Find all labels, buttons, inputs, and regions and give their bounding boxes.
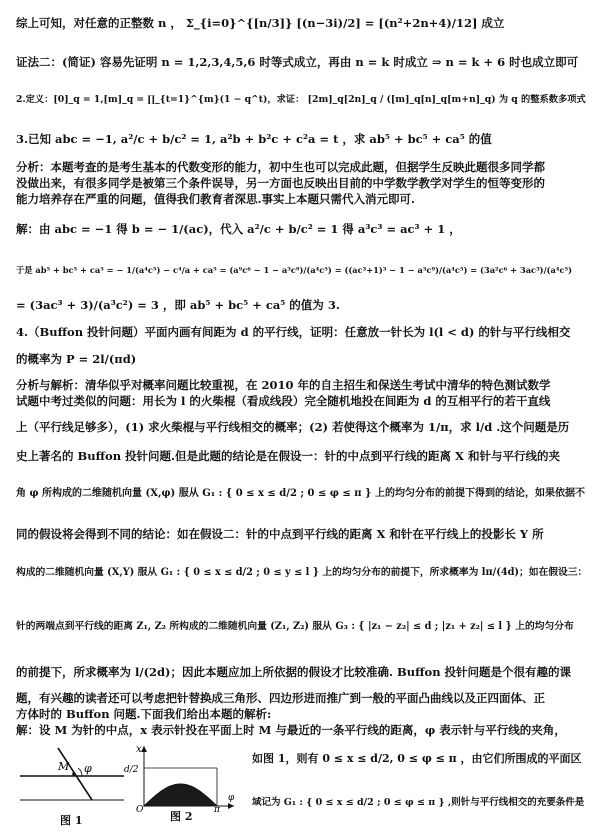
text-line-l6: 没做出来，有很多同学是被第三个条件误导，另一方面也反映出目前的中学数学教学对学生的恒等变形的 [16, 176, 545, 190]
figure-2-caption: 图 2 [170, 810, 193, 823]
side-text-line-s2: 域记为 G₁ : { 0 ≤ x ≤ d/2 ; 0 ≤ φ ≤ π } ,则针与平行线相交的充要条件是 [252, 797, 585, 808]
text-line-l1: 综上可知，对任意的正整数 n ， Σ_{i=0}^{[n/3]} [(n−3i)/2] = [(n²+2n+4)/12] 成立 [16, 16, 505, 30]
needle-midpoint [72, 772, 76, 776]
text-line-l14: 试题中考过类似的问题：用长为 l 的火柴棍（看成线段）完全随机地投在间距为 d 的互相平行的若干直线 [16, 394, 551, 408]
text-line-l16: 史上著名的 Buffon 投针问题.但是此题的结论是在假设一：针的中点到平行线的距离 X 和针与平行线的夹 [16, 449, 560, 463]
label-phi-axis: φ [228, 793, 235, 803]
label-d-half: d/2 [124, 765, 139, 775]
x-axis-arrow [141, 746, 147, 752]
label-phi: φ [84, 762, 92, 775]
text-line-l5: 分析：本题考查的是考生基本的代数变形的能力，初中生也可以完成此题，但据学生反映此题很多同学都 [16, 160, 545, 174]
text-line-l23: 方体时的 Buffon 问题.下面我们给出本题的解析: [16, 707, 272, 721]
text-line-l13: 分析与解析：清华似乎对概率问题比较重视，在 2010 年的自主招生和保送生考试中清华的特色测试数学 [16, 378, 551, 392]
label-x: x [136, 744, 142, 755]
label-origin: O [136, 805, 144, 812]
text-line-l21: 的前提下，所求概率为 l/(2d)；因此本题应加上所依据的假设才比较准确. Buffon 投针问题是个很有趣的课 [16, 665, 572, 679]
text-line-l10: = (3ac³ + 3)/(a³c²) = 3 ，即 ab⁵ + bc⁵ + ca⁵ 的值为 3. [16, 298, 340, 312]
text-line-l12: 的概率为 P = 2l/(πd) [16, 352, 137, 366]
angle-arc [78, 768, 82, 776]
figure-1-needle-diagram [18, 742, 128, 802]
text-line-l3: 2.定义：[0]_q = 1,[m]_q = ∏_{t=1}^{m}(1 − q^t)，求证： [2m]_q[2n]_q / ([m]_q[n]_q[m+n]_q) 为 q 的整系数多项式 [16, 94, 586, 105]
text-line-l19: 构成的二维随机向量 (X,Y) 服从 G₁ : { 0 ≤ x ≤ d/2 ; 0 ≤ y ≤ l } 上的均匀分布的前提下，所求概率为 lπ/(4d)；如在假设三： [16, 567, 588, 578]
text-line-l20: 针的两端点到平行线的距离 Z₁, Z₂ 所构成的二维随机向量 (Z₁, Z₂) 服从 G₃ : { |z₁ − z₂| ≤ d ; |z₁ + z₂| ≤ l } 上的均匀分布 [16, 621, 574, 632]
text-line-l15: 上（平行线足够多），(1) 求火柴棍与平行线相交的概率；(2) 若使得这个概率为 1/π，求 l/d .这个问题是历 [16, 420, 570, 434]
shaded-region [144, 784, 217, 806]
text-line-l8: 解：由 abc = −1 得 b = − 1/(ac)，代入 a²/c + b/c² = 1 得 a³c³ = ac³ + 1 ， [16, 222, 461, 236]
figure-1-caption: 图 1 [60, 814, 83, 827]
text-line-l17: 角 φ 所构成的二维随机向量 (X,φ) 服从 G₁ : { 0 ≤ x ≤ d/2 ; 0 ≤ φ ≤ π } 上的均匀分布的前提下得到的结论，如果依据不 [16, 488, 585, 499]
label-M: M [58, 760, 70, 773]
phi-axis-arrow [228, 803, 234, 809]
text-line-l9: 于是 ab⁵ + bc⁵ + ca⁵ = − 1/(a⁴c⁵) − c⁴/a + ca⁵ = (a⁹c⁶ − 1 − a³c⁹)/(a⁴c⁵) = ((ac³+1)³ − 1 − a³c⁹)/(a⁴c⁵) = (3a²c⁶ + 3ac³)/(a⁴c⁵) [16, 265, 572, 275]
text-line-l22: 题，有兴趣的读者还可以考虑把针替换成三角形、四边形进而推广到一般的平面凸曲线以及正四面体、正 [16, 691, 545, 705]
text-line-l4: 3.已知 abc = −1, a²/c + b/c² = 1, a²b + b²c + c²a = t ，求 ab⁵ + bc⁵ + ca⁵ 的值 [16, 132, 492, 146]
text-line-l18: 同的假设将会得到不同的结论：如在假设二：针的中点到平行线的距离 X 和针在平行线上的投影长 Y 所 [16, 527, 544, 541]
label-pi: π [214, 805, 220, 812]
text-line-l2: 证法二：(简证) 容易先证明 n = 1,2,3,4,5,6 时等式成立，再由 n = k 时成立 ⇒ n = k + 6 时也成立即可 [16, 55, 579, 69]
text-line-l11: 4.（Buffon 投针问题）平面内画有间距为 d 的平行线，证明：任意放一针长为 l(l < d) 的针与平行线相交 [16, 325, 571, 339]
side-text-line-s1: 如图 1，则有 0 ≤ x ≤ d/2, 0 ≤ φ ≤ π ，由它们所围成的平面区 [252, 752, 582, 765]
text-line-l7: 能力培养存在严重的问题，值得我们教育者深思.事实上本题只需代入消元即可. [16, 192, 416, 206]
figure-2-region-diagram [122, 742, 240, 812]
text-line-l24: 解：设 M 为针的中点，x 表示针投在平面上时 M 与最近的一条平行线的距离，φ 表示针与平行线的夹角， [16, 723, 566, 737]
